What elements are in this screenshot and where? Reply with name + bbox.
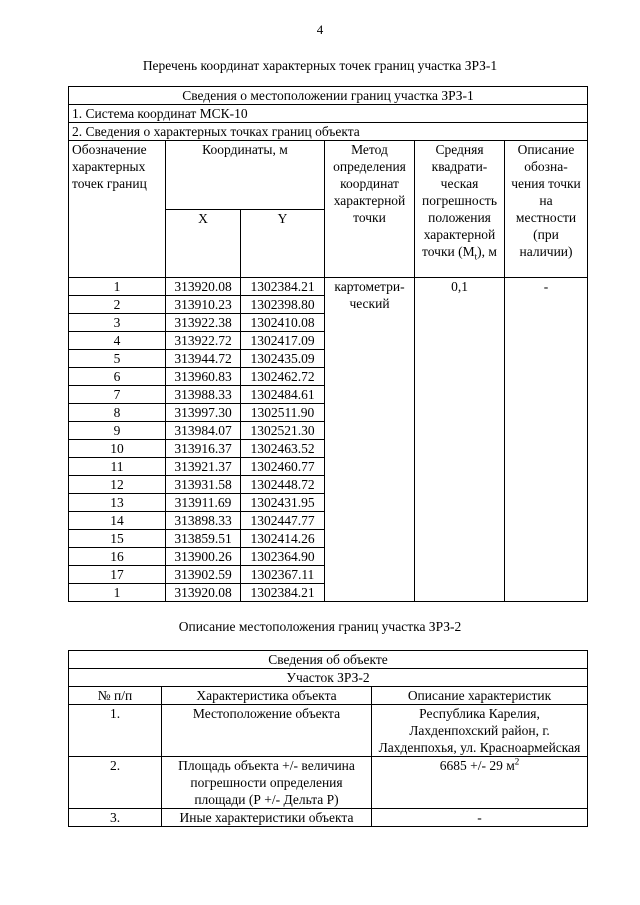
x-coordinate-cell: 313922.38 bbox=[166, 314, 241, 332]
point-number-cell: 3 bbox=[69, 314, 166, 332]
table-header: Сведения об объекте bbox=[69, 651, 588, 669]
x-coordinate-cell: 313960.83 bbox=[166, 368, 241, 386]
coordinates-table bbox=[68, 86, 588, 602]
x-coordinate-cell: 313984.07 bbox=[166, 422, 241, 440]
point-number-cell: 15 bbox=[69, 530, 166, 548]
point-number-cell: 1 bbox=[69, 278, 166, 296]
y-coordinate-cell: 1302521.30 bbox=[241, 422, 325, 440]
point-number-cell: 2 bbox=[69, 296, 166, 314]
row-number: 2. bbox=[69, 757, 162, 809]
col-header-y: Y bbox=[241, 209, 325, 278]
point-number-cell: 16 bbox=[69, 548, 166, 566]
point-number-cell: 1 bbox=[69, 584, 166, 602]
table-header: Сведения о местоположении границ участка ЗРЗ-1 bbox=[69, 87, 588, 105]
point-number-cell: 7 bbox=[69, 386, 166, 404]
error-cell: 0,1 bbox=[415, 278, 505, 602]
row-description: - bbox=[372, 809, 588, 827]
point-number-cell: 13 bbox=[69, 494, 166, 512]
col-header-description: Описание характеристик bbox=[372, 687, 588, 705]
point-number-cell: 11 bbox=[69, 458, 166, 476]
x-coordinate-cell: 313902.59 bbox=[166, 566, 241, 584]
y-coordinate-cell: 1302484.61 bbox=[241, 386, 325, 404]
point-number-cell: 4 bbox=[69, 332, 166, 350]
row-number: 1. bbox=[69, 705, 162, 757]
point-number-cell: 6 bbox=[69, 368, 166, 386]
table-row bbox=[69, 278, 588, 296]
x-coordinate-cell: 313931.58 bbox=[166, 476, 241, 494]
col-header-coords: Координаты, м bbox=[166, 141, 325, 210]
y-coordinate-cell: 1302447.77 bbox=[241, 512, 325, 530]
point-number-cell: 14 bbox=[69, 512, 166, 530]
row-characteristic: Площадь объекта +/- величина погрешности определения площади (Р +/- Дельта Р) bbox=[162, 757, 372, 809]
col-header-method: Метод определения координат характерной точки bbox=[325, 141, 415, 278]
y-coordinate-cell: 1302462.72 bbox=[241, 368, 325, 386]
x-coordinate-cell: 313922.72 bbox=[166, 332, 241, 350]
x-coordinate-cell: 313944.72 bbox=[166, 350, 241, 368]
row-description: Республика Карелия, Лахденпохский район, г. Лахденпохья, ул. Красноармейская bbox=[372, 705, 588, 757]
coordinate-system-row: 1. Система координат МСК-10 bbox=[69, 105, 588, 123]
point-number-cell: 5 bbox=[69, 350, 166, 368]
y-coordinate-cell: 1302431.95 bbox=[241, 494, 325, 512]
row-characteristic: Местоположение объекта bbox=[162, 705, 372, 757]
y-coordinate-cell: 1302384.21 bbox=[241, 584, 325, 602]
y-coordinate-cell: 1302367.11 bbox=[241, 566, 325, 584]
y-coordinate-cell: 1302417.09 bbox=[241, 332, 325, 350]
y-coordinate-cell: 1302435.09 bbox=[241, 350, 325, 368]
x-coordinate-cell: 313988.33 bbox=[166, 386, 241, 404]
y-coordinate-cell: 1302414.26 bbox=[241, 530, 325, 548]
point-number-cell: 10 bbox=[69, 440, 166, 458]
point-number-cell: 17 bbox=[69, 566, 166, 584]
point-number-cell: 8 bbox=[69, 404, 166, 422]
y-coordinate-cell: 1302460.77 bbox=[241, 458, 325, 476]
x-coordinate-cell: 313920.08 bbox=[166, 584, 241, 602]
section-title-zrz1: Перечень координат характерных точек границ участка ЗРЗ-1 bbox=[142, 58, 498, 73]
x-coordinate-cell: 313997.30 bbox=[166, 404, 241, 422]
y-coordinate-cell: 1302398.80 bbox=[241, 296, 325, 314]
row-description: 6685 +/- 29 $м^2$ bbox=[372, 757, 588, 809]
x-coordinate-cell: 313921.37 bbox=[166, 458, 241, 476]
section-title-zrz2: Описание местоположения границ участка ЗРЗ-2 bbox=[178, 619, 462, 634]
y-coordinate-cell: 1302511.90 bbox=[241, 404, 325, 422]
x-coordinate-cell: 313859.51 bbox=[166, 530, 241, 548]
x-coordinate-cell: 313911.69 bbox=[166, 494, 241, 512]
object-info-table bbox=[68, 650, 588, 827]
y-coordinate-cell: 1302384.21 bbox=[241, 278, 325, 296]
point-number-cell: 9 bbox=[69, 422, 166, 440]
col-header-designation: Обозначение характерных точек границ bbox=[69, 141, 166, 278]
row-characteristic: Иные характеристики объекта bbox=[162, 809, 372, 827]
x-coordinate-cell: 313900.26 bbox=[166, 548, 241, 566]
x-coordinate-cell: 313910.23 bbox=[166, 296, 241, 314]
page-number: 4 bbox=[316, 22, 324, 37]
y-coordinate-cell: 1302410.08 bbox=[241, 314, 325, 332]
col-header-error: Средняя квадрати-ческая погрешность положения характерной точки $(M_t)$, м bbox=[415, 141, 505, 278]
point-number-cell: 12 bbox=[69, 476, 166, 494]
description-cell: - bbox=[505, 278, 588, 602]
method-cell: картометри-ческий bbox=[325, 278, 415, 602]
x-coordinate-cell: 313898.33 bbox=[166, 512, 241, 530]
col-header-number: № п/п bbox=[69, 687, 162, 705]
y-coordinate-cell: 1302448.72 bbox=[241, 476, 325, 494]
points-info-row: 2. Сведения о характерных точках границ объекта bbox=[69, 123, 588, 141]
table-subheader: Участок ЗРЗ-2 bbox=[69, 669, 588, 687]
row-number: 3. bbox=[69, 809, 162, 827]
col-header-x: X bbox=[166, 209, 241, 278]
x-coordinate-cell: 313916.37 bbox=[166, 440, 241, 458]
x-coordinate-cell: 313920.08 bbox=[166, 278, 241, 296]
col-header-description: Описание обозна-чения точки на местности (при наличии) bbox=[505, 141, 588, 278]
col-header-characteristic: Характеристика объекта bbox=[162, 687, 372, 705]
y-coordinate-cell: 1302463.52 bbox=[241, 440, 325, 458]
y-coordinate-cell: 1302364.90 bbox=[241, 548, 325, 566]
